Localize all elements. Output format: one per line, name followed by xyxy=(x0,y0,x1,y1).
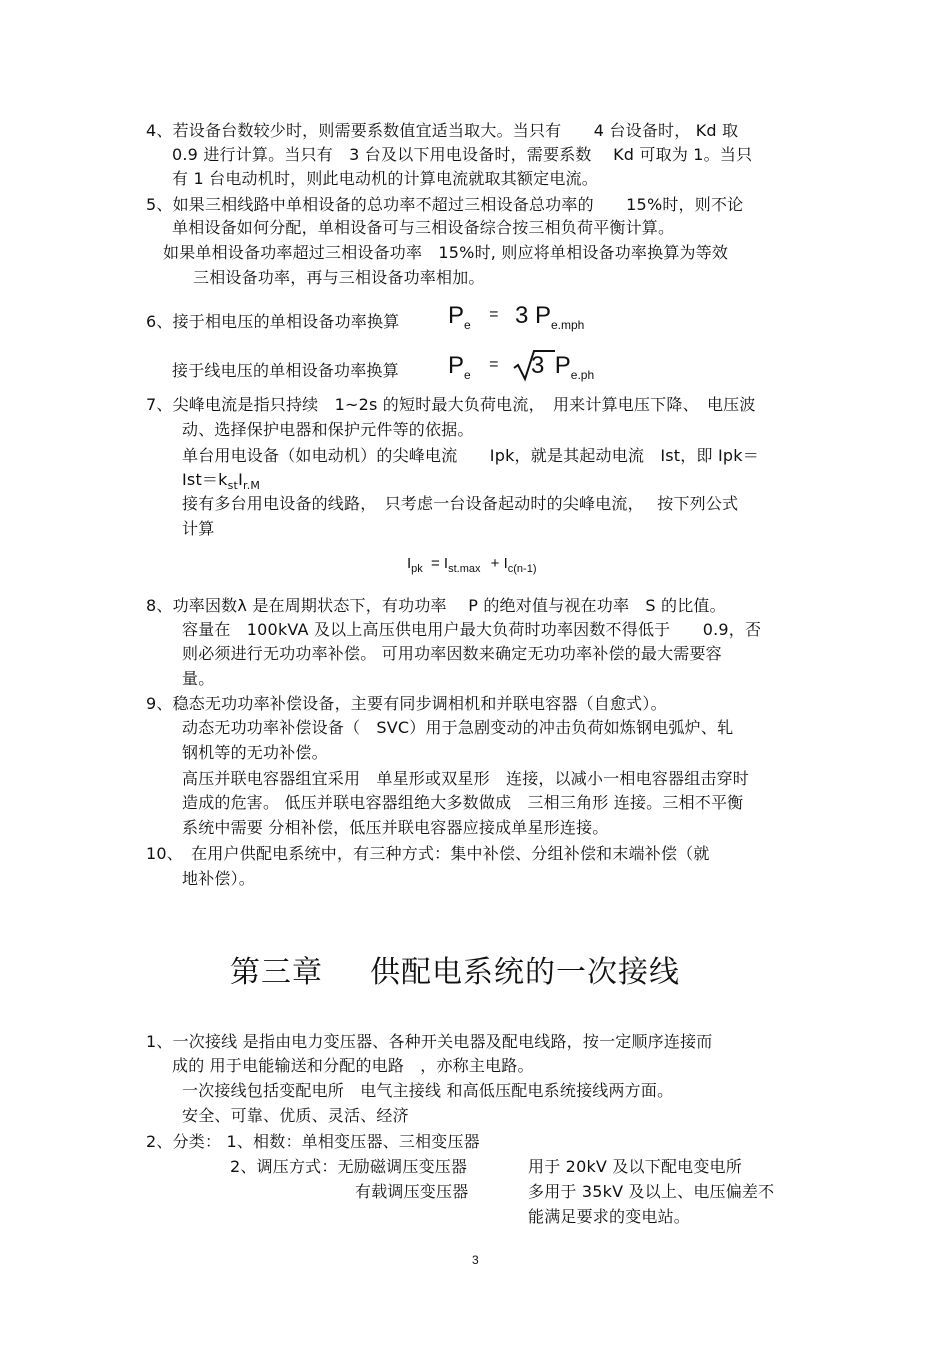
item-9-line-6: 系统中需要 分相补偿，低压并联电容器应接成单星形连接。 xyxy=(182,818,609,837)
item-8-line-2: 容量在 100kVA 及以上高压供电用户最大负荷时功率因数不得低于 0.9，否 xyxy=(182,620,762,639)
item-6-line-1: 6、接于相电压的单相设备功率换算 xyxy=(146,312,400,331)
item-8-line-1: 8、功率因数λ 是在周期状态下，有功功率 P 的绝对值与视在功率 S 的比值。 xyxy=(146,596,726,615)
page-number: 3 xyxy=(472,1253,479,1267)
item-7-line-2: 动、选择保护电器和保护元件等的依据。 xyxy=(182,420,474,439)
item-7-line-6: 计算 xyxy=(182,519,215,538)
item-9-line-1: 9、稳态无功功率补偿设备，主要有同步调相机和并联电容器（自愈式）。 xyxy=(146,694,667,713)
item-7-line-5: 接有多台用电设备的线路， 只考虑一台设备起动时的尖峰电流， 按下列公式 xyxy=(182,494,739,513)
item-5-line-2: 单相设备如何分配，单相设备可与三相设备综合按三相负荷平衡计算。 xyxy=(172,218,675,237)
ch3-item-2-line-3-left: 有载调压变压器 xyxy=(355,1182,469,1201)
equation-peak-current: $I_{pk} = I_{st.max} + I_{c(n-1)}$ xyxy=(407,555,537,575)
item-7-line-1: 7、尖峰电流是指只持续 1~2s 的短时最大负荷电流， 用来计算电压下降、 电压波 xyxy=(146,395,756,414)
item-9-line-5: 造成的危害。 低压并联电容器组绝大多数做成 三相三角形 连接。三相不平衡 xyxy=(182,793,744,812)
item-9-line-2: 动态无功功率补偿设备（ SVC）用于急剧变动的冲击负荷如炼钢电弧炉、轧 xyxy=(182,718,734,737)
ch3-item-2-line-4: 能满足要求的变电站。 xyxy=(528,1207,691,1226)
item-10-line-1: 10、 在用户供配电系统中，有三种方式：集中补偿、分组补偿和末端补偿（就 xyxy=(146,844,710,863)
item-5-line-4: 三相设备功率，再与三相设备功率相加。 xyxy=(193,268,485,287)
ch3-item-2-line-2-left: 2、调压方式：无励磁调压变压器 xyxy=(230,1157,468,1176)
item-9-line-4: 高压并联电容器组宜采用 单星形或双星形 连接，以减小一相电容器组击穿时 xyxy=(182,769,750,788)
item-10-line-2: 地补偿）。 xyxy=(182,869,256,888)
equation-line-voltage: $P_e = 3$ $P_{e.ph}$ xyxy=(448,352,595,382)
ch3-item-1-line-1: 1、一次接线 是指由电力变压器、各种开关电器及配电线路，按一定顺序连接而 xyxy=(146,1032,713,1051)
ch3-item-1-line-2: 成的 用于电能输送和分配的电路 ，亦称主电路。 xyxy=(172,1056,534,1075)
item-4-line-2: 0.9 进行计算。当只有 3 台及以下用电设备时，需要系数 Kd 可取为 1。当只 xyxy=(172,145,753,164)
item-6-line-2: 接于线电压的单相设备功率换算 xyxy=(172,361,399,380)
item-8-line-3: 则必须进行无功功率补偿。 可用功率因数来确定无功功率补偿的最大需要容 xyxy=(182,644,722,663)
item-4-line-3: 有 1 台电动机时，则此电动机的计算电流就取其额定电流。 xyxy=(172,169,598,188)
chapter-title: 供配电系统的一次接线 xyxy=(370,955,680,990)
item-9-line-3: 钢机等的无功补偿。 xyxy=(182,743,328,762)
item-5-line-1: 5、如果三相线路中单相设备的总功率不超过三相设备总功率的 15%时，则不论 xyxy=(146,195,744,214)
ch3-item-2-line-2-right: 用于 20kV 及以下配电变电所 xyxy=(528,1157,742,1176)
ch3-item-1-line-4: 安全、可靠、优质、灵活、经济 xyxy=(182,1106,409,1125)
ch3-item-1-line-3: 一次接线包括变配电所 电气主接线 和高低压配电系统接线两方面。 xyxy=(182,1081,674,1100)
item-4-line-1: 4、若设备台数较少时，则需要系数值宜适当取大。当只有 4 台设备时， Kd 取 xyxy=(146,121,739,140)
ch3-item-2-line-1: 2、分类： 1、相数：单相变压器、三相变压器 xyxy=(146,1132,480,1151)
ch3-item-2-line-3-right: 多用于 35kV 及以上、电压偏差不 xyxy=(528,1182,775,1201)
item-7-line-4: $Ist=k_{st}I_{r.M}$ xyxy=(182,470,261,492)
item-7-line-3: 单台用电设备（如电动机）的尖峰电流 Ipk，就是其起动电流 Ist，即 Ipk＝ xyxy=(182,446,759,465)
item-8-line-4: 量。 xyxy=(182,669,215,688)
item-5-line-3: 如果单相设备功率超过三相设备功率 15%时, 则应将单相设备功率换算为等效 xyxy=(163,243,729,262)
sqrt-radicand: 3 xyxy=(530,352,545,379)
chapter-number: 第三章 xyxy=(230,955,323,990)
equation-phase-voltage: $P_e = 3$ $P_{e.mph}$ xyxy=(448,302,585,332)
sqrt-symbol xyxy=(512,348,556,382)
